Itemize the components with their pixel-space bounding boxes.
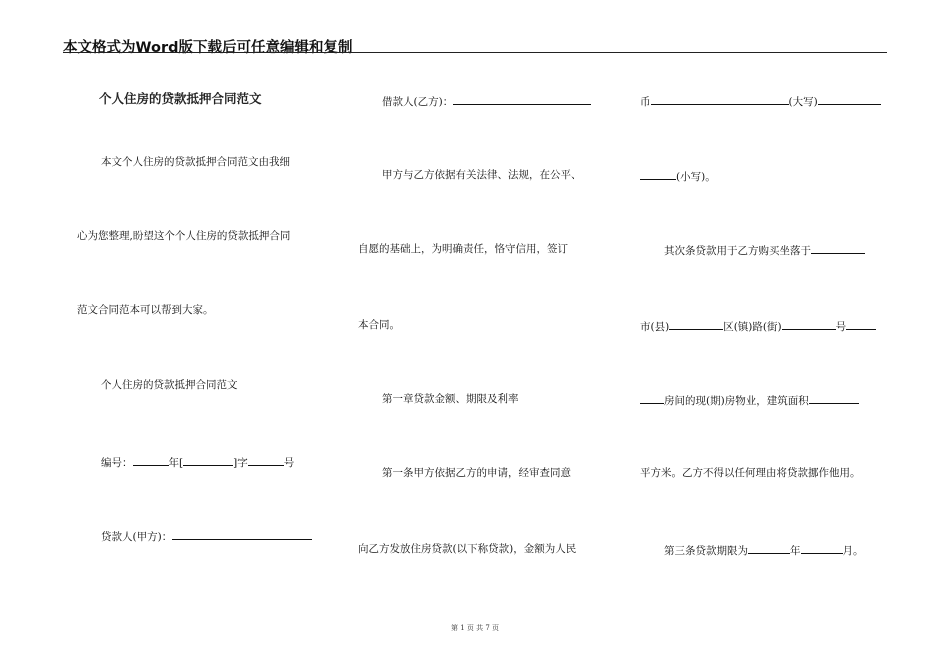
room-blank — [640, 392, 664, 404]
number-blank-3 — [248, 454, 284, 466]
small-amount-blank — [640, 168, 676, 180]
address-line — [640, 318, 876, 334]
borrower-label: 借款人(乙方)： — [382, 96, 454, 108]
lender-label: 贷款人(甲方)： — [101, 531, 173, 543]
preamble-line-1: 甲方与乙方依据有关法律、法规，在公平、 — [382, 169, 582, 181]
lender-blank — [172, 528, 312, 540]
term-month-blank — [801, 542, 843, 554]
article-3-text: 第三条贷款期限为 — [664, 545, 748, 557]
intro-line-1: 本文个人住房的贷款抵押合同范文由我细 — [101, 156, 290, 168]
capital-label: (大写) — [788, 96, 818, 108]
borrower-line — [358, 93, 591, 109]
number-blank-1 — [133, 454, 169, 466]
city-label: 市(县) — [640, 321, 670, 333]
lender-line — [77, 528, 312, 544]
number-suffix: 号 — [283, 457, 295, 469]
city-blank — [669, 318, 723, 330]
term-year-blank — [748, 542, 790, 554]
number-label: 编号： — [101, 457, 133, 469]
borrower-blank — [453, 93, 591, 105]
article-3-month: 月。 — [842, 545, 864, 557]
room-label: 房间的现(期)房物业，建筑面积 — [664, 395, 809, 407]
preamble-line-2: 自愿的基础上，为明确责任，恪守信用，签订 — [358, 243, 568, 255]
document-number-line — [77, 454, 294, 470]
small-amount-line — [640, 168, 716, 184]
header-divider — [63, 52, 887, 53]
article-2-line-1 — [640, 242, 865, 258]
intro-line-3: 范文合同范本可以帮到大家。 — [77, 304, 214, 316]
district-label: 区(镇)路(街) — [723, 321, 782, 333]
currency-line — [640, 93, 881, 109]
subtitle: 个人住房的贷款抵押合同范文 — [101, 379, 238, 391]
article-3-line — [640, 542, 864, 558]
page-number: 第 1 页 共 7 页 — [450, 624, 500, 632]
street-blank — [782, 318, 836, 330]
address-number-blank — [846, 318, 876, 330]
number-year: 年[ — [168, 457, 184, 469]
room-line — [640, 392, 859, 408]
area-blank — [809, 392, 859, 404]
number-bracket-close: ]字 — [233, 457, 248, 469]
location-blank — [811, 242, 865, 254]
small-label: (小写)。 — [676, 171, 716, 183]
area-unit-line: 平方米。乙方不得以任何理由将贷款挪作他用。 — [640, 467, 861, 479]
document-title: 个人住房的贷款抵押合同范文 — [99, 91, 262, 106]
capital-amount-blank-2 — [818, 93, 881, 105]
article-3-year: 年 — [790, 545, 801, 557]
page-header-title: 本文格式为Word版下载后可任意编辑和复制 — [63, 40, 353, 56]
preamble-line-3: 本合同。 — [358, 319, 400, 331]
article-2-text: 其次条贷款用于乙方购买坐落于 — [664, 245, 811, 257]
chapter-1-heading: 第一章贷款金额、期限及利率 — [382, 393, 519, 405]
address-number-label: 号 — [835, 321, 847, 333]
article-1-line-2: 向乙方发放住房贷款(以下称贷款)，金额为人民 — [358, 543, 577, 555]
intro-line-2: 心为您整理,盼望这个个人住房的贷款抵押合同 — [77, 230, 291, 242]
article-1-line-1: 第一条甲方依据乙方的申请，经审查同意 — [382, 467, 571, 479]
number-blank-2 — [183, 454, 233, 466]
currency-prefix: 币 — [640, 96, 651, 108]
capital-amount-blank — [651, 93, 789, 105]
